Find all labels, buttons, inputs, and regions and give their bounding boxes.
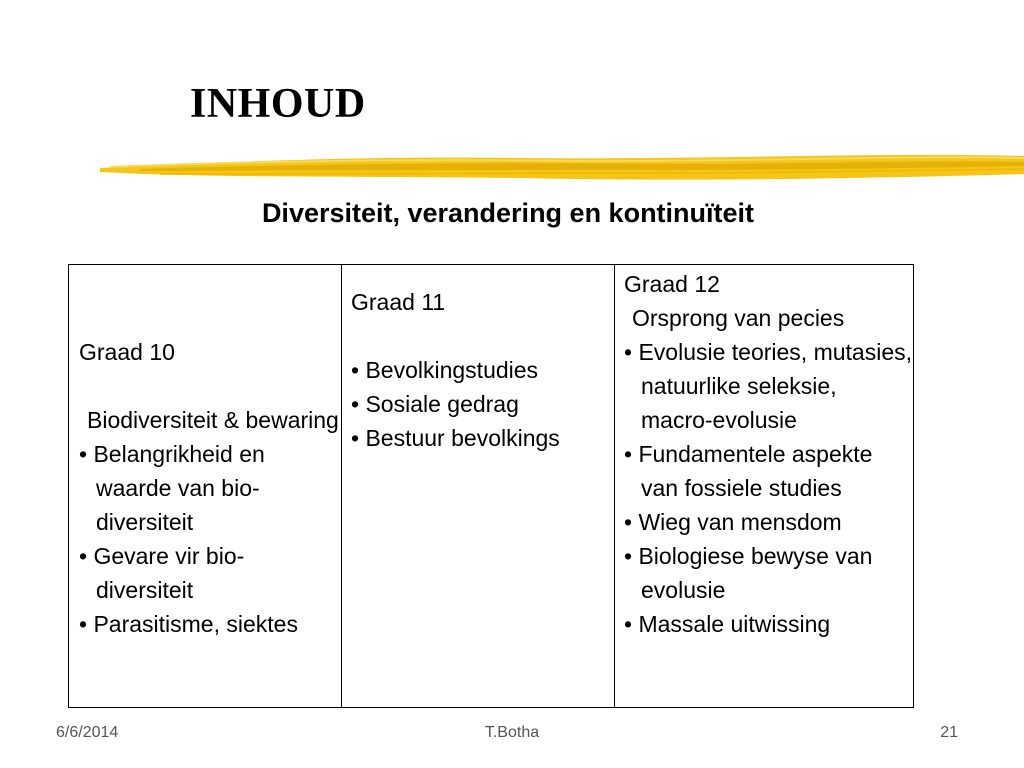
list-item: • Biologiese bewyse van evolusie <box>624 539 913 607</box>
grade-10-cell <box>69 265 342 708</box>
slide-subtitle: Diversiteit, verandering en kontinuïteit <box>261 198 755 228</box>
list-item: • Bevolkingstudies <box>351 353 614 387</box>
list-item: • Sosiale gedrag <box>351 387 614 421</box>
table-row <box>69 265 914 708</box>
list-item: • Belangrikheid en waarde van bio-diversiteit <box>79 437 341 539</box>
content-table <box>68 264 914 708</box>
topic-label: Biodiversiteit & bewaring <box>87 407 339 433</box>
topic-label: Orsprong van pecies <box>632 305 845 331</box>
footer-date: 6/6/2014 <box>56 724 119 741</box>
grade-12-cell <box>615 265 914 708</box>
list-item: • Massale uitwissing <box>624 607 913 641</box>
list-item: • Wieg van mensdom <box>624 505 913 539</box>
list-item: • Parasitisme, siektes <box>79 607 341 641</box>
grade-heading: Graad 12 <box>624 271 720 297</box>
yellow-brush-stroke <box>100 148 1024 188</box>
grade-heading: Graad 10 <box>79 339 175 365</box>
list-item: • Gevare vir bio-diversiteit <box>79 539 341 607</box>
list-item: • Evolusie teories, mutasies, natuurlike seleksie, macro-evolusie <box>624 335 913 437</box>
grade-11-cell <box>342 265 615 708</box>
list-item: • Fundamentele aspekte van fossiele studies <box>624 437 913 505</box>
grade-heading: Graad 11 <box>351 289 446 315</box>
page-number: 21 <box>940 724 958 741</box>
list-item: • Bestuur bevolkings <box>351 421 614 455</box>
slide-title: INHOUD <box>190 81 366 127</box>
footer-author: T.Botha <box>484 724 540 741</box>
